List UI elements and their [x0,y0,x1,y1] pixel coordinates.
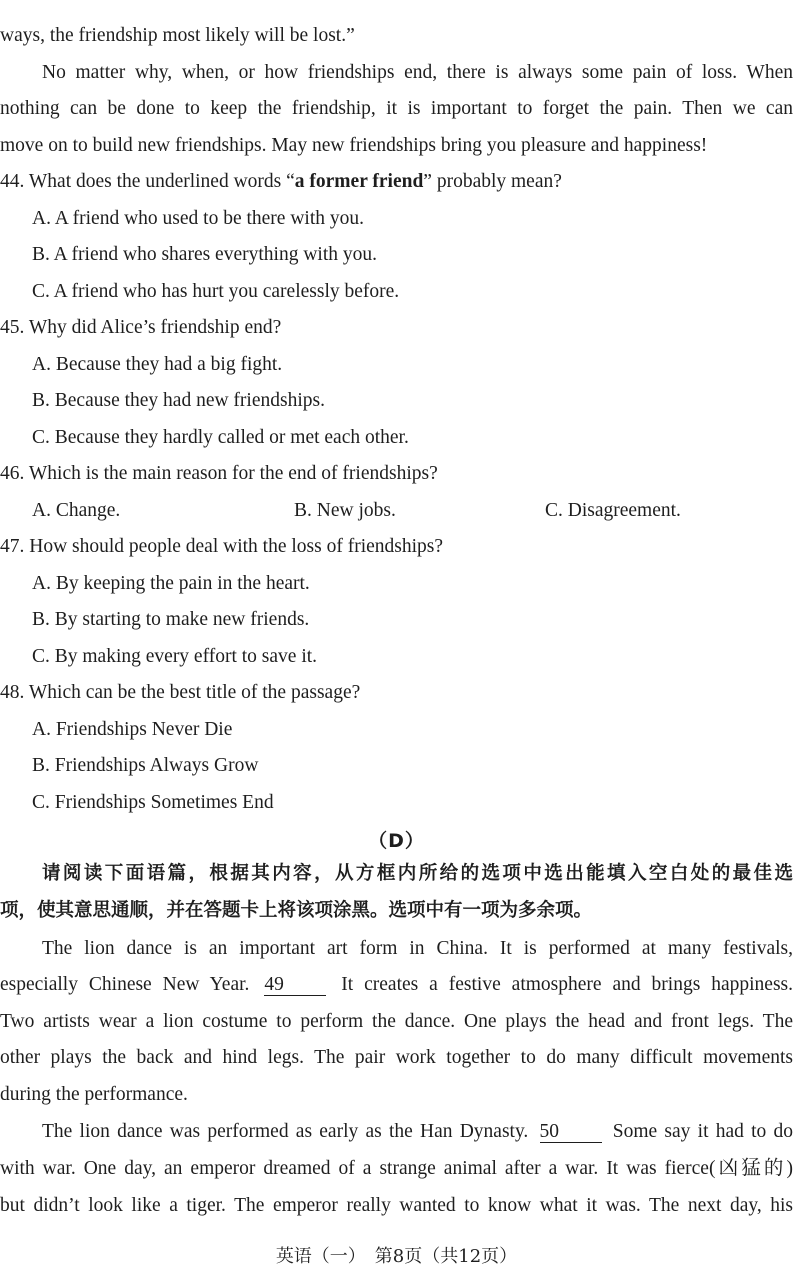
passage-line: during the performance. [0,1084,188,1105]
option-46-b: B. New jobs. [294,500,396,521]
option-44-b: B. A friend who shares everything with you. [32,244,377,265]
instruction-line: 请阅读下面语篇，根据其内容，从方框内所给的选项中选出能填入空白处的最佳选 [42,863,793,884]
option-48-b: B. Friendships Always Grow [32,755,259,776]
question-stem-prefix: 44. What does the underlined words “ [0,171,295,192]
option-45-a: A. Because they had a big fight. [32,354,283,375]
question-45-stem: 45. Why did Alice’s friendship end? [0,317,282,338]
passage-line: The lion dance is an important art form in China. It is performed at many festivals, [42,938,793,959]
question-48-stem: 48. Which can be the best title of the passage? [0,682,361,703]
question-stem-suffix: ” probably mean? [423,171,562,192]
blank-49[interactable]: 49 [264,975,326,996]
option-44-a: A. A friend who used to be there with you. [32,208,364,229]
passage-text: The lion dance was performed as early as the Han Dynasty. [42,1121,529,1142]
passage-text: Some say it had to do [612,1121,793,1142]
option-46-a: A. Change. [32,500,121,521]
passage-line: with war. One day, an emperor dreamed of a strange animal after a war. It was fierce(凶猛的) [0,1158,793,1179]
option-47-a: A. By keeping the pain in the heart. [32,573,310,594]
question-47-stem: 47. How should people deal with the loss of friendships? [0,536,444,557]
option-47-b: B. By starting to make new friends. [32,609,310,630]
question-44-stem [0,170,562,194]
passage-text: especially Chinese New Year. [0,974,250,995]
passage-line: No matter why, when, or how friendships end, there is always some pain of loss. When [42,62,793,83]
passage-line: nothing can be done to keep the friendship, it is important to forget the pain. Then we can [0,98,793,119]
option-46-c: C. Disagreement. [545,500,681,521]
underlined-phrase: a former friend [294,171,424,192]
option-45-c: C. Because they hardly called or met each other. [32,427,409,448]
option-44-c: C. A friend who has hurt you carelessly before. [32,281,400,302]
option-48-a: A. Friendships Never Die [32,719,233,740]
passage-line: Two artists wear a lion costume to perform the dance. One plays the head and front legs. The [0,1011,793,1032]
passage-line-with-blank-49 [0,973,793,997]
question-46-stem: 46. Which is the main reason for the end of friendships? [0,463,438,484]
passage-line: other plays the back and hind legs. The pair work together to do many difficult movements [0,1047,793,1068]
passage-line: but didn’t look like a tiger. The emperor really wanted to know what it was. The next day, his [0,1195,793,1216]
option-45-b: B. Because they had new friendships. [32,390,325,411]
blank-50[interactable]: 50 [540,1122,602,1143]
passage-line-with-blank-50 [42,1120,793,1144]
section-heading: （D） [368,830,425,852]
passage-line: ways, the friendship most likely will be lost.” [0,25,355,46]
passage-text: It creates a festive atmosphere and brings happiness. [341,974,793,995]
passage-line: move on to build new friendships. May new friendships bring you pleasure and happiness! [0,135,708,156]
instruction-line: 项，使其意思通顺，并在答题卡上将该项涂黑。选项中有一项为多余项。 [0,900,593,921]
option-47-c: C. By making every effort to save it. [32,646,318,667]
option-48-c: C. Friendships Sometimes End [32,792,274,813]
page-footer: 英语（一） 第8页（共12页） [275,1246,518,1267]
